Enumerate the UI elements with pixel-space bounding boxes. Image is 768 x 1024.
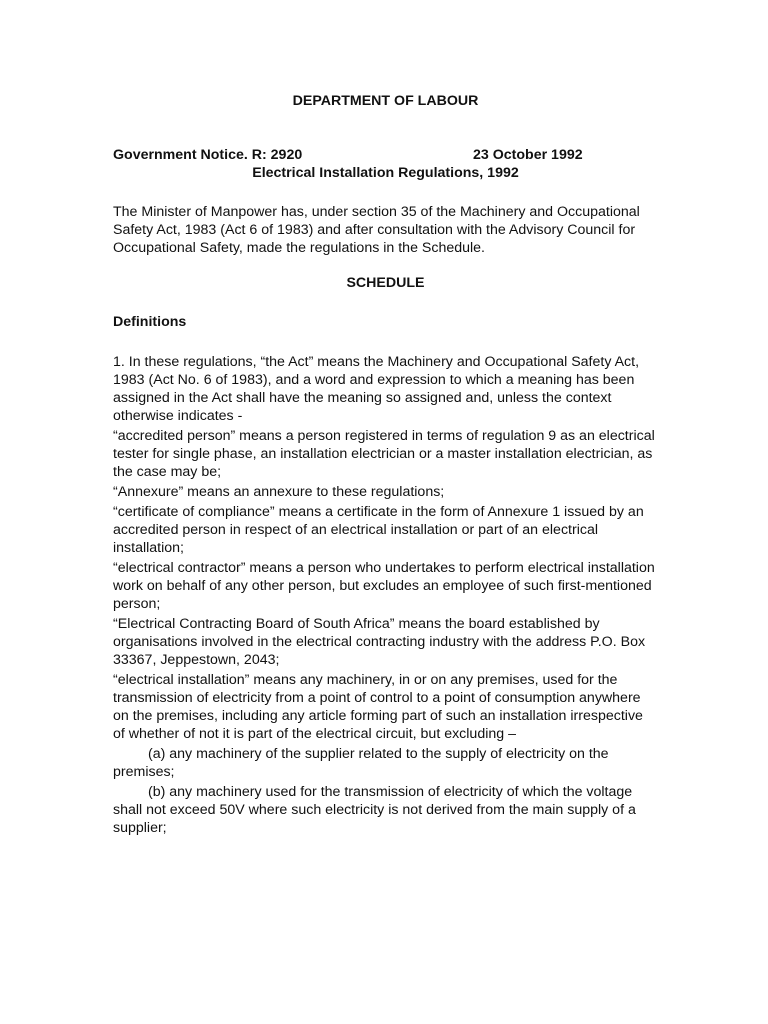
definition-electrical-installation: “electrical installation” means any machinery, in or on any premises, used for the transmission of electricity from a point of control to a point of consumption anywhere on the premises, including any article forming part of such an installation irrespective of whether of not it is part of the electrical circuit, but excluding – bbox=[113, 672, 643, 742]
department-heading: DEPARTMENT OF LABOUR bbox=[292, 93, 479, 109]
clause-1: 1. In these regulations, “the Act” means the Machinery and Occupational Safety Act, 1983 (Act No. 6 of 1983), and a word and expression to which a meaning has been assigned in the Act shall have the meaning so assigned and, unless the context otherwise indicates - bbox=[113, 354, 640, 424]
definition-annexure: “Annexure” means an annexure to these regulations; bbox=[113, 484, 445, 500]
exclusion-a: (a) any machinery of the supplier related to the supply of electricity on the premises; bbox=[113, 746, 609, 780]
notice-row bbox=[113, 146, 658, 164]
document-page bbox=[113, 92, 658, 837]
exclusion-b: (b) any machinery used for the transmission of electricity of which the voltage shall not exceed 50V where such electricity is not derived from the main supply of a supplier; bbox=[113, 784, 636, 836]
regulations-title: Electrical Installation Regulations, 1992 bbox=[252, 165, 519, 181]
schedule-heading: SCHEDULE bbox=[346, 275, 425, 291]
notice-date: 23 October 1992 bbox=[473, 147, 583, 163]
definition-electrical-contractor: “electrical contractor” means a person who undertakes to perform electrical installation work on behalf of any other person, but excludes an employee of such first-mentioned person; bbox=[113, 560, 655, 612]
definition-certificate-of-compliance: “certificate of compliance” means a certificate in the form of Annexure 1 issued by an accredited person in respect of an electrical installation or part of an electrical installation; bbox=[113, 504, 644, 556]
definition-contracting-board: “Electrical Contracting Board of South Africa” means the board established by organisations involved in the electrical contracting industry with the address P.O. Box 33367, Jeppestown, 2043; bbox=[113, 616, 646, 668]
notice-number: Government Notice. R: 2920 bbox=[113, 147, 303, 163]
intro-paragraph: The Minister of Manpower has, under section 35 of the Machinery and Occupational Safety Act, 1983 (Act 6 of 1983) and after consultation with the Advisory Council for Occupational Safety, made the regulations in the Schedule. bbox=[113, 204, 640, 256]
definition-accredited-person: “accredited person” means a person registered in terms of regulation 9 as an electrical tester for single phase, an installation electrician or a master installation electrician, as the case may be; bbox=[113, 428, 655, 480]
definitions-heading: Definitions bbox=[113, 314, 187, 330]
